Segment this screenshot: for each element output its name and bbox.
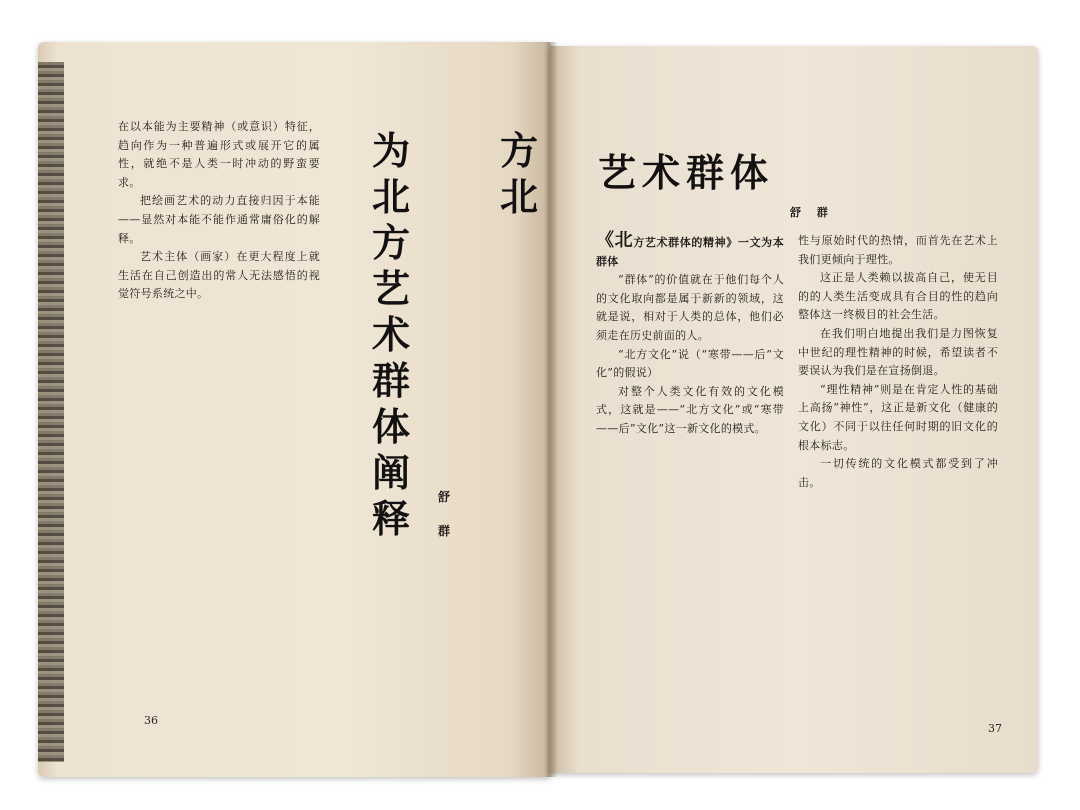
author-char: 舒 bbox=[437, 490, 450, 504]
vertical-author bbox=[436, 480, 452, 548]
right-body-column-b bbox=[798, 232, 998, 722]
author-char: 群 bbox=[437, 524, 450, 538]
title-char: 方 bbox=[499, 129, 538, 173]
right-body-column-a bbox=[596, 232, 784, 722]
drop-cap: 《北 bbox=[596, 230, 634, 251]
body-paragraph: 把绘画艺术的动力直接归因于本能——显然对本能不能作通常庸俗化的解释。 bbox=[118, 194, 320, 245]
body-paragraph: 对整个人类文化有效的文化模式，这就是——“北方文化”或“寒带——后”文化”这一新文化的模式。 bbox=[596, 384, 784, 435]
book-spine bbox=[544, 42, 558, 777]
body-paragraph: 性与原始时代的热情，而首先在艺术上我们更倾向于理性。 bbox=[798, 234, 998, 266]
title-char: 体 bbox=[371, 405, 410, 449]
body-paragraph: 一切传统的文化模式都受到了冲击。 bbox=[798, 457, 998, 489]
title-char: 方 bbox=[371, 221, 410, 265]
article-title: 艺术群体 bbox=[598, 151, 775, 195]
article-author: 舒 群 bbox=[790, 206, 834, 219]
title-char: 为 bbox=[371, 129, 410, 173]
body-paragraph: 在以本能为主要精神（或意识）特征，趋向作为一种普遍形式或展开它的属性，就绝不是人类一时冲动的野蛮要求。 bbox=[118, 120, 320, 189]
right-page bbox=[550, 46, 1038, 773]
title-char: 北 bbox=[499, 175, 538, 219]
title-char: 释 bbox=[371, 497, 410, 541]
body-paragraph: “北方文化”说（“寒带——后”文化”的假说） bbox=[596, 347, 784, 380]
title-char: 艺 bbox=[371, 267, 410, 311]
body-paragraph: 这正是人类赖以拔高自己，使无目的的人类生活变成具有合目的性的趋向整体这一终极目的社会生活。 bbox=[798, 271, 998, 322]
body-paragraph: 在我们明白地提出我们是力图恢复中世纪的理性精神的时候，希望读者不要误认为我们是在宣扬倒退。 bbox=[798, 326, 998, 378]
page-number: 37 bbox=[988, 722, 1002, 735]
left-page bbox=[38, 42, 550, 777]
lead-text: 方艺术群体的精神》一文为本群体 bbox=[596, 236, 784, 268]
body-paragraph bbox=[596, 232, 784, 271]
page-edge-shadow bbox=[38, 62, 64, 762]
title-char: 北 bbox=[371, 175, 410, 219]
vertical-title-line-1 bbox=[496, 128, 542, 220]
left-body-column bbox=[118, 118, 320, 718]
body-paragraph: “理性精神”则是在肯定人性的基础上高扬“神性”，这正是新文化（健康的文化）不同于以往任何时期的旧文化的根本标志。 bbox=[798, 382, 998, 452]
vertical-title-line-2 bbox=[368, 128, 414, 542]
title-char: 术 bbox=[371, 313, 410, 357]
magazine-spread bbox=[38, 42, 1038, 777]
page-number: 36 bbox=[144, 714, 158, 727]
body-paragraph: 艺术主体（画家）在更大程度上就生活在自己创造出的常人无法感悟的视觉符号系统之中。 bbox=[118, 250, 320, 301]
title-char: 群 bbox=[371, 359, 410, 403]
title-char: 阐 bbox=[371, 451, 410, 495]
body-paragraph: “群体”的价值就在于他们每个人的文化取向都是属于新新的领域，这就是说，相对于人类的总体，他们必须走在历史前面的人。 bbox=[596, 273, 784, 342]
